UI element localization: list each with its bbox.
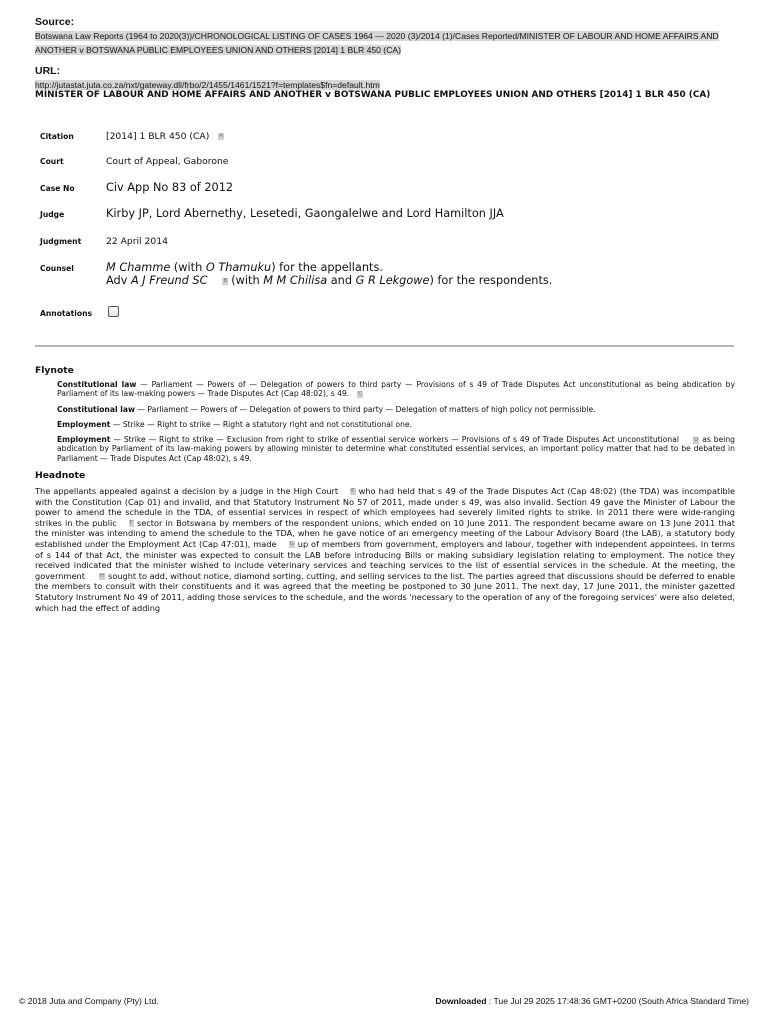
page-marker-icon[interactable]: H xyxy=(99,572,105,579)
judgment-value: 22 April 2014 xyxy=(106,236,168,247)
page-marker-icon[interactable]: B xyxy=(223,277,228,284)
source-label: Source: xyxy=(35,16,75,28)
judge-value: Kirby JP, Lord Abernethy, Lesetedi, Gaongalelwe and Lord Hamilton JJA xyxy=(106,207,504,220)
annotations-checkbox[interactable] xyxy=(108,306,119,317)
url-link[interactable]: http://jutastat.juta.co.za/nxt/gateway.dll/frbo/2/1455/1461/1521?f=templates$fn=default.htm xyxy=(35,80,380,90)
page-marker-icon[interactable]: D xyxy=(693,436,699,443)
page-marker-icon[interactable]: C xyxy=(358,390,363,397)
url-label: URL: xyxy=(35,65,61,77)
judge-label: Judge xyxy=(40,210,65,219)
source-path[interactable]: Botswana Law Reports (1964 to 2020(3))/CHRONOLOGICAL LISTING OF CASES 1964 — 2020 (3)/2014 (1)/Cases Reported/MINISTER OF LABOUR AND HOME AFFAIRS AND ANOTHER v BOTSWANA PUBLIC EMPLOYEES UNION AND OTHERS [2014] 1 BLR 450 (CA) xyxy=(35,31,719,55)
court-value: Court of Appeal, Gaborone xyxy=(106,156,229,167)
page-marker-icon[interactable]: E xyxy=(351,488,355,494)
flynote-item: Employment — Strike — Right to strike — Right a statutory right and not constitutional one. xyxy=(57,420,412,429)
citation-value: [2014] 1 BLR 450 (CA) A xyxy=(106,131,224,142)
page-marker-icon[interactable]: F xyxy=(129,519,133,526)
court-label: Court xyxy=(40,157,64,166)
source-block xyxy=(35,16,735,91)
headnote-text: The appellants appealed against a decision by a judge in the High Court E who had held that s 49 of the Trade Disputes Act (Cap 48:02) (the TDA) was incompatible with the Constitution (Cap 01) and invalid, and that Statutory Instrument No 57 of 2011, made under s 49, was also invalid. Section 49 gave the Minister of Labour the power to amend the schedule in the TDA, of essential services in respect of which employees had severely limited rights to strike. In 2011 there were wide-ranging strikes in the public F sector in Botswana by members of the respondent unions, which ended on 10 June 2011. The respondent became aware on 13 June 2011 that the minister was intending to amend the schedule to the TDA, when he gave notice of an emergency meeting of the Labour Advisory Board (the LAB), a statutory body established under the Employment Act (Cap 47:01), made G up of members from government, employers and labour, together with independent appointees. In terms of s 144 of that Act, the minister was expected to consult the LAB before introducing Bills or making subsidiary legislation relating to employment. The notice they received indicated that the minister wished to include veterinary services and teaching services to the list of essential services in the schedule. At the meeting, the government H sought to add, without notice, diamond sorting, cutting, and selling services to the list. The parties agreed that discussions should be deferred to enable the members to consult with their constituents and it was agreed that the meeting be postponed to 30 June 2011. The next day, 17 June 2011, the minister gazetted Statutory Instrument No 49 of 2011, adding those services to the schedule, and the words 'necessary to the operation of any of the foregoing services' were also deleted, which had the effect of adding xyxy=(35,486,736,613)
case-no-label: Case No xyxy=(40,184,75,193)
headnote-heading: Headnote xyxy=(35,470,86,481)
judgment-label: Judgment xyxy=(40,237,82,246)
footer-copyright: © 2018 Juta and Company (Pty) Ltd. xyxy=(19,996,159,1006)
page-marker-icon[interactable]: G xyxy=(289,540,294,547)
flynote-item: Constitutional law — Parliament — Powers of — Delegation of powers to third party — Delegation of matters of high policy not permissible. xyxy=(57,405,596,414)
counsel-label: Counsel xyxy=(40,264,74,273)
flynote-heading: Flynote xyxy=(35,365,74,376)
footer-downloaded: Downloaded : Tue Jul 29 2025 17:48:36 GMT+0200 (South Africa Standard Time) xyxy=(435,996,749,1006)
flynote-item: Constitutional law — Parliament — Powers of — Delegation of powers to third party — Provisions of s 49 of Trade Disputes Act unconstitutional as being abdication by Parliament of its law-making powers — Trade Disputes Act (Cap 48:02), s 49. C xyxy=(57,380,735,399)
counsel-line-respondents: Adv A J Freund SC B (with M M Chilisa and G R Lekgowe) for the respondents. xyxy=(106,274,553,287)
divider xyxy=(35,345,734,347)
counsel-value xyxy=(106,261,736,287)
case-no-value: Civ App No 83 of 2012 xyxy=(106,181,234,194)
page-marker-icon[interactable]: A xyxy=(219,133,224,139)
case-title: MINISTER OF LABOUR AND HOME AFFAIRS AND ANOTHER v BOTSWANA PUBLIC EMPLOYEES UNION AND OTHERS [2014] 1 BLR 450 (CA) xyxy=(35,90,711,100)
annotations-label: Annotations xyxy=(40,309,93,318)
flynote-item: Employment — Strike — Right to strike — Exclusion from right to strike of essential service workers — Provisions of s 49 of Trade Disputes Act unconstitutional D as being abdication by Parliament of its law-making powers by allowing minister to determine what constituted essential services, an important policy matter that had to be debated in Parliament — Trade Disputes Act (Cap 48:02), s 49. xyxy=(57,435,735,463)
counsel-line-appellants: M Chamme (with O Thamuku) for the appellants. xyxy=(106,261,383,274)
citation-label: Citation xyxy=(40,132,74,141)
